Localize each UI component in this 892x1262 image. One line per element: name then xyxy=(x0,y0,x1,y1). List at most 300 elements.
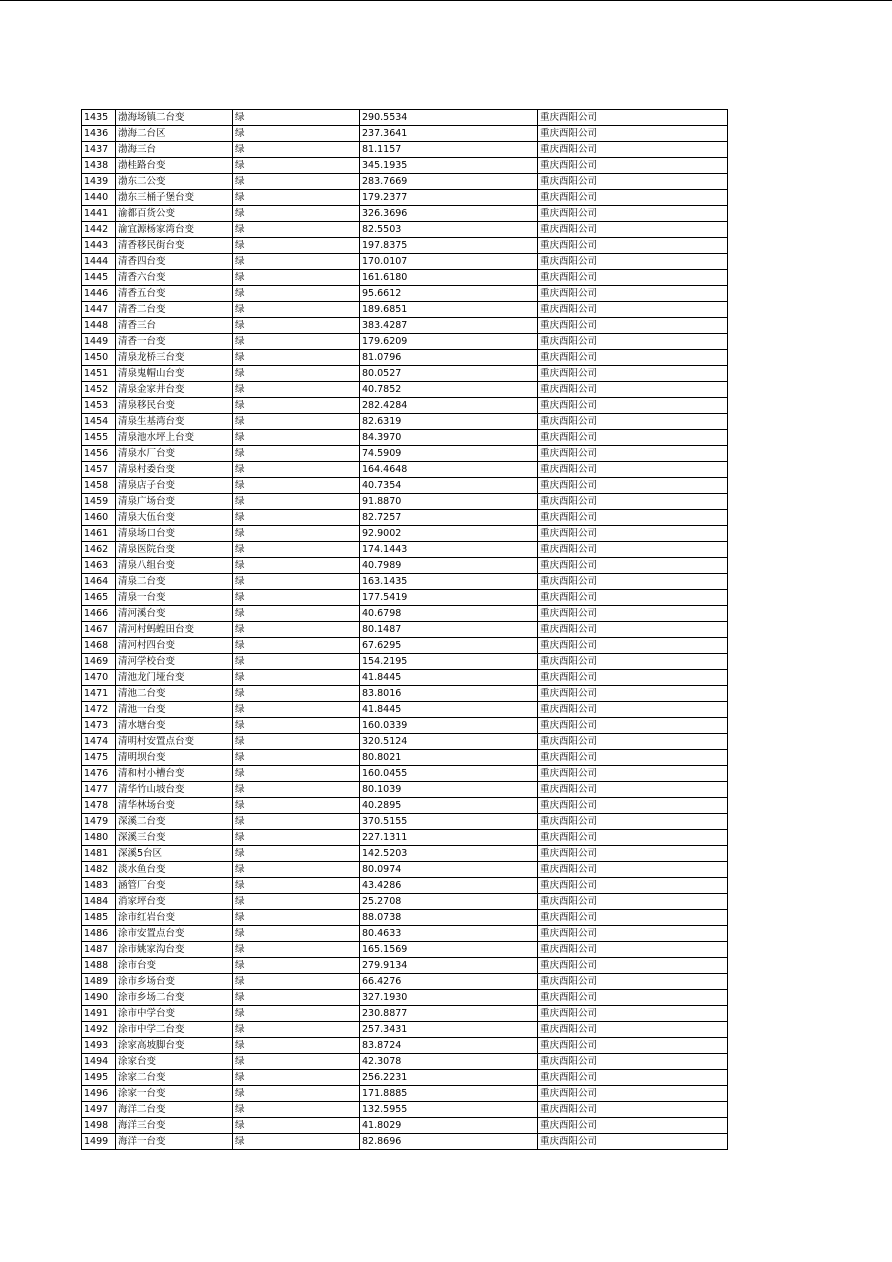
table-row xyxy=(82,1006,728,1022)
row-name-cell: 涂市中学台变 xyxy=(116,1006,233,1022)
row-color-cell: 绿 xyxy=(233,206,360,222)
row-name-cell: 清泉池水坪上台变 xyxy=(116,430,233,446)
row-id-cell: 1482 xyxy=(82,862,116,878)
row-value-cell: 80.4633 xyxy=(360,926,538,942)
table-row xyxy=(82,910,728,926)
row-value-cell: 170.0107 xyxy=(360,254,538,270)
table-row xyxy=(82,574,728,590)
table-row xyxy=(82,462,728,478)
row-value-cell: 42.3078 xyxy=(360,1054,538,1070)
row-color-cell: 绿 xyxy=(233,350,360,366)
row-id-cell: 1462 xyxy=(82,542,116,558)
row-value-cell: 230.8877 xyxy=(360,1006,538,1022)
row-color-cell: 绿 xyxy=(233,782,360,798)
table-row xyxy=(82,750,728,766)
row-value-cell: 257.3431 xyxy=(360,1022,538,1038)
table-row xyxy=(82,766,728,782)
row-name-cell: 清泉大伍台变 xyxy=(116,510,233,526)
row-color-cell: 绿 xyxy=(233,446,360,462)
row-name-cell: 清华林场台变 xyxy=(116,798,233,814)
row-color-cell: 绿 xyxy=(233,734,360,750)
row-company-cell: 重庆酉阳公司 xyxy=(538,174,728,190)
table-row xyxy=(82,318,728,334)
row-value-cell: 256.2231 xyxy=(360,1070,538,1086)
row-name-cell: 渝都百货公变 xyxy=(116,206,233,222)
row-value-cell: 161.6180 xyxy=(360,270,538,286)
row-color-cell: 绿 xyxy=(233,942,360,958)
row-value-cell: 142.5203 xyxy=(360,846,538,862)
row-id-cell: 1481 xyxy=(82,846,116,862)
row-company-cell: 重庆酉阳公司 xyxy=(538,1118,728,1134)
row-id-cell: 1479 xyxy=(82,814,116,830)
row-id-cell: 1439 xyxy=(82,174,116,190)
row-name-cell: 清水塘台变 xyxy=(116,718,233,734)
row-color-cell: 绿 xyxy=(233,254,360,270)
row-id-cell: 1458 xyxy=(82,478,116,494)
row-value-cell: 25.2708 xyxy=(360,894,538,910)
row-id-cell: 1467 xyxy=(82,622,116,638)
row-id-cell: 1438 xyxy=(82,158,116,174)
row-id-cell: 1468 xyxy=(82,638,116,654)
row-company-cell: 重庆酉阳公司 xyxy=(538,446,728,462)
row-color-cell: 绿 xyxy=(233,702,360,718)
row-value-cell: 81.0796 xyxy=(360,350,538,366)
row-company-cell: 重庆酉阳公司 xyxy=(538,686,728,702)
row-company-cell: 重庆酉阳公司 xyxy=(538,142,728,158)
row-color-cell: 绿 xyxy=(233,798,360,814)
row-name-cell: 清和村小槽台变 xyxy=(116,766,233,782)
row-name-cell: 渤海场镇二台变 xyxy=(116,110,233,126)
row-value-cell: 326.3696 xyxy=(360,206,538,222)
row-id-cell: 1441 xyxy=(82,206,116,222)
row-company-cell: 重庆酉阳公司 xyxy=(538,702,728,718)
row-id-cell: 1450 xyxy=(82,350,116,366)
row-id-cell: 1480 xyxy=(82,830,116,846)
row-company-cell: 重庆酉阳公司 xyxy=(538,1102,728,1118)
row-name-cell: 清泉广场台变 xyxy=(116,494,233,510)
row-value-cell: 74.5909 xyxy=(360,446,538,462)
row-company-cell: 重庆酉阳公司 xyxy=(538,350,728,366)
table-row xyxy=(82,1134,728,1150)
row-id-cell: 1453 xyxy=(82,398,116,414)
row-id-cell: 1499 xyxy=(82,1134,116,1150)
row-name-cell: 清泉金家井台变 xyxy=(116,382,233,398)
row-color-cell: 绿 xyxy=(233,238,360,254)
row-name-cell: 涂家一台变 xyxy=(116,1086,233,1102)
row-id-cell: 1440 xyxy=(82,190,116,206)
table-row xyxy=(82,1086,728,1102)
row-company-cell: 重庆酉阳公司 xyxy=(538,190,728,206)
table-row xyxy=(82,446,728,462)
table-row xyxy=(82,862,728,878)
row-id-cell: 1456 xyxy=(82,446,116,462)
table-row xyxy=(82,830,728,846)
row-company-cell: 重庆酉阳公司 xyxy=(538,846,728,862)
row-company-cell: 重庆酉阳公司 xyxy=(538,622,728,638)
table-row xyxy=(82,670,728,686)
row-id-cell: 1437 xyxy=(82,142,116,158)
row-value-cell: 282.4284 xyxy=(360,398,538,414)
row-id-cell: 1443 xyxy=(82,238,116,254)
row-name-cell: 涂市红岩台变 xyxy=(116,910,233,926)
row-value-cell: 82.5503 xyxy=(360,222,538,238)
table-row xyxy=(82,350,728,366)
page-top-border xyxy=(0,0,892,1)
data-table xyxy=(81,109,728,1150)
row-color-cell: 绿 xyxy=(233,654,360,670)
row-name-cell: 深溪三台变 xyxy=(116,830,233,846)
table-row xyxy=(82,958,728,974)
row-id-cell: 1487 xyxy=(82,942,116,958)
row-value-cell: 179.2377 xyxy=(360,190,538,206)
row-color-cell: 绿 xyxy=(233,430,360,446)
row-color-cell: 绿 xyxy=(233,126,360,142)
row-value-cell: 154.2195 xyxy=(360,654,538,670)
row-id-cell: 1446 xyxy=(82,286,116,302)
table-row xyxy=(82,1022,728,1038)
row-value-cell: 283.7669 xyxy=(360,174,538,190)
table-row xyxy=(82,622,728,638)
row-id-cell: 1496 xyxy=(82,1086,116,1102)
row-color-cell: 绿 xyxy=(233,622,360,638)
table-row xyxy=(82,878,728,894)
row-company-cell: 重庆酉阳公司 xyxy=(538,478,728,494)
row-color-cell: 绿 xyxy=(233,606,360,622)
row-color-cell: 绿 xyxy=(233,158,360,174)
row-company-cell: 重庆酉阳公司 xyxy=(538,302,728,318)
row-value-cell: 43.4286 xyxy=(360,878,538,894)
row-company-cell: 重庆酉阳公司 xyxy=(538,670,728,686)
table-row xyxy=(82,526,728,542)
row-id-cell: 1493 xyxy=(82,1038,116,1054)
row-company-cell: 重庆酉阳公司 xyxy=(538,382,728,398)
row-value-cell: 171.8885 xyxy=(360,1086,538,1102)
row-id-cell: 1442 xyxy=(82,222,116,238)
row-id-cell: 1491 xyxy=(82,1006,116,1022)
row-name-cell: 渤东二公变 xyxy=(116,174,233,190)
row-name-cell: 海洋三台变 xyxy=(116,1118,233,1134)
row-company-cell: 重庆酉阳公司 xyxy=(538,158,728,174)
row-id-cell: 1474 xyxy=(82,734,116,750)
row-color-cell: 绿 xyxy=(233,174,360,190)
row-value-cell: 177.5419 xyxy=(360,590,538,606)
row-company-cell: 重庆酉阳公司 xyxy=(538,1070,728,1086)
row-name-cell: 清泉场口台变 xyxy=(116,526,233,542)
row-name-cell: 清泉二台变 xyxy=(116,574,233,590)
row-value-cell: 80.0974 xyxy=(360,862,538,878)
row-value-cell: 80.1487 xyxy=(360,622,538,638)
row-color-cell: 绿 xyxy=(233,718,360,734)
row-company-cell: 重庆酉阳公司 xyxy=(538,1038,728,1054)
row-company-cell: 重庆酉阳公司 xyxy=(538,926,728,942)
table-row xyxy=(82,158,728,174)
row-name-cell: 清香六台变 xyxy=(116,270,233,286)
row-company-cell: 重庆酉阳公司 xyxy=(538,862,728,878)
row-id-cell: 1455 xyxy=(82,430,116,446)
row-value-cell: 80.1039 xyxy=(360,782,538,798)
row-name-cell: 海洋二台变 xyxy=(116,1102,233,1118)
table-row xyxy=(82,254,728,270)
row-id-cell: 1463 xyxy=(82,558,116,574)
row-name-cell: 渤海二台区 xyxy=(116,126,233,142)
row-color-cell: 绿 xyxy=(233,270,360,286)
row-name-cell: 清香二台变 xyxy=(116,302,233,318)
row-name-cell: 涵管厂台变 xyxy=(116,878,233,894)
row-color-cell: 绿 xyxy=(233,670,360,686)
row-company-cell: 重庆酉阳公司 xyxy=(538,270,728,286)
row-color-cell: 绿 xyxy=(233,958,360,974)
row-name-cell: 清泉生基湾台变 xyxy=(116,414,233,430)
row-value-cell: 163.1435 xyxy=(360,574,538,590)
row-color-cell: 绿 xyxy=(233,574,360,590)
row-name-cell: 涂家台变 xyxy=(116,1054,233,1070)
row-color-cell: 绿 xyxy=(233,1038,360,1054)
row-id-cell: 1494 xyxy=(82,1054,116,1070)
table-row xyxy=(82,1038,728,1054)
row-value-cell: 91.8870 xyxy=(360,494,538,510)
row-value-cell: 345.1935 xyxy=(360,158,538,174)
row-value-cell: 179.6209 xyxy=(360,334,538,350)
row-name-cell: 清泉水厂台变 xyxy=(116,446,233,462)
table-row xyxy=(82,686,728,702)
row-color-cell: 绿 xyxy=(233,878,360,894)
row-id-cell: 1472 xyxy=(82,702,116,718)
row-value-cell: 80.0527 xyxy=(360,366,538,382)
table-row xyxy=(82,606,728,622)
row-id-cell: 1473 xyxy=(82,718,116,734)
row-id-cell: 1469 xyxy=(82,654,116,670)
row-color-cell: 绿 xyxy=(233,1054,360,1070)
row-name-cell: 涂家二台变 xyxy=(116,1070,233,1086)
row-color-cell: 绿 xyxy=(233,926,360,942)
row-id-cell: 1497 xyxy=(82,1102,116,1118)
row-color-cell: 绿 xyxy=(233,510,360,526)
row-value-cell: 40.7852 xyxy=(360,382,538,398)
row-id-cell: 1486 xyxy=(82,926,116,942)
row-value-cell: 320.5124 xyxy=(360,734,538,750)
row-company-cell: 重庆酉阳公司 xyxy=(538,574,728,590)
row-company-cell: 重庆酉阳公司 xyxy=(538,462,728,478)
row-company-cell: 重庆酉阳公司 xyxy=(538,430,728,446)
row-company-cell: 重庆酉阳公司 xyxy=(538,734,728,750)
row-name-cell: 海洋一台变 xyxy=(116,1134,233,1150)
row-color-cell: 绿 xyxy=(233,990,360,1006)
row-color-cell: 绿 xyxy=(233,318,360,334)
row-name-cell: 清泉店子台变 xyxy=(116,478,233,494)
table-row xyxy=(82,110,728,126)
row-company-cell: 重庆酉阳公司 xyxy=(538,814,728,830)
row-color-cell: 绿 xyxy=(233,286,360,302)
row-value-cell: 66.4276 xyxy=(360,974,538,990)
table-row xyxy=(82,814,728,830)
row-company-cell: 重庆酉阳公司 xyxy=(538,542,728,558)
row-color-cell: 绿 xyxy=(233,190,360,206)
row-value-cell: 80.8021 xyxy=(360,750,538,766)
row-value-cell: 174.1443 xyxy=(360,542,538,558)
row-value-cell: 383.4287 xyxy=(360,318,538,334)
table-row xyxy=(82,494,728,510)
row-id-cell: 1452 xyxy=(82,382,116,398)
row-value-cell: 88.0738 xyxy=(360,910,538,926)
table-row xyxy=(82,894,728,910)
table-row xyxy=(82,398,728,414)
row-color-cell: 绿 xyxy=(233,302,360,318)
row-id-cell: 1477 xyxy=(82,782,116,798)
row-color-cell: 绿 xyxy=(233,1118,360,1134)
table-row xyxy=(82,270,728,286)
row-company-cell: 重庆酉阳公司 xyxy=(538,910,728,926)
row-value-cell: 40.7354 xyxy=(360,478,538,494)
row-name-cell: 涂市姚家沟台变 xyxy=(116,942,233,958)
row-company-cell: 重庆酉阳公司 xyxy=(538,222,728,238)
row-color-cell: 绿 xyxy=(233,1006,360,1022)
row-company-cell: 重庆酉阳公司 xyxy=(538,958,728,974)
row-company-cell: 重庆酉阳公司 xyxy=(538,238,728,254)
row-value-cell: 82.8696 xyxy=(360,1134,538,1150)
row-company-cell: 重庆酉阳公司 xyxy=(538,1086,728,1102)
row-color-cell: 绿 xyxy=(233,142,360,158)
row-company-cell: 重庆酉阳公司 xyxy=(538,942,728,958)
row-value-cell: 83.8724 xyxy=(360,1038,538,1054)
row-name-cell: 涂市安置点台变 xyxy=(116,926,233,942)
row-company-cell: 重庆酉阳公司 xyxy=(538,1022,728,1038)
row-name-cell: 清香一台变 xyxy=(116,334,233,350)
row-name-cell: 深溪5台区 xyxy=(116,846,233,862)
row-name-cell: 消家坪台变 xyxy=(116,894,233,910)
row-value-cell: 160.0339 xyxy=(360,718,538,734)
row-id-cell: 1447 xyxy=(82,302,116,318)
row-name-cell: 清香四台变 xyxy=(116,254,233,270)
row-id-cell: 1483 xyxy=(82,878,116,894)
row-color-cell: 绿 xyxy=(233,222,360,238)
row-color-cell: 绿 xyxy=(233,414,360,430)
row-color-cell: 绿 xyxy=(233,1086,360,1102)
table-row xyxy=(82,302,728,318)
row-color-cell: 绿 xyxy=(233,494,360,510)
row-color-cell: 绿 xyxy=(233,974,360,990)
row-color-cell: 绿 xyxy=(233,1134,360,1150)
row-id-cell: 1489 xyxy=(82,974,116,990)
row-name-cell: 涂市中学二台变 xyxy=(116,1022,233,1038)
table-row xyxy=(82,430,728,446)
table-row xyxy=(82,510,728,526)
row-id-cell: 1454 xyxy=(82,414,116,430)
row-value-cell: 67.6295 xyxy=(360,638,538,654)
table-row xyxy=(82,1070,728,1086)
row-value-cell: 95.6612 xyxy=(360,286,538,302)
row-value-cell: 41.8445 xyxy=(360,702,538,718)
row-company-cell: 重庆酉阳公司 xyxy=(538,990,728,1006)
row-company-cell: 重庆酉阳公司 xyxy=(538,830,728,846)
row-value-cell: 92.9002 xyxy=(360,526,538,542)
table-row xyxy=(82,1102,728,1118)
row-value-cell: 189.6851 xyxy=(360,302,538,318)
row-company-cell: 重庆酉阳公司 xyxy=(538,414,728,430)
row-name-cell: 渤东三桶子堡台变 xyxy=(116,190,233,206)
table-row xyxy=(82,126,728,142)
row-company-cell: 重庆酉阳公司 xyxy=(538,558,728,574)
row-value-cell: 40.6798 xyxy=(360,606,538,622)
row-name-cell: 清华竹山坡台变 xyxy=(116,782,233,798)
row-color-cell: 绿 xyxy=(233,638,360,654)
row-name-cell: 涂市台变 xyxy=(116,958,233,974)
row-name-cell: 清河村四台变 xyxy=(116,638,233,654)
row-value-cell: 227.1311 xyxy=(360,830,538,846)
row-id-cell: 1492 xyxy=(82,1022,116,1038)
row-company-cell: 重庆酉阳公司 xyxy=(538,878,728,894)
table-row xyxy=(82,990,728,1006)
row-id-cell: 1490 xyxy=(82,990,116,1006)
row-name-cell: 淡水鱼台变 xyxy=(116,862,233,878)
row-color-cell: 绿 xyxy=(233,894,360,910)
row-value-cell: 41.8029 xyxy=(360,1118,538,1134)
row-company-cell: 重庆酉阳公司 xyxy=(538,494,728,510)
row-name-cell: 清池龙门垭台变 xyxy=(116,670,233,686)
row-id-cell: 1485 xyxy=(82,910,116,926)
table-row xyxy=(82,798,728,814)
row-name-cell: 渤海三台 xyxy=(116,142,233,158)
row-company-cell: 重庆酉阳公司 xyxy=(538,750,728,766)
row-company-cell: 重庆酉阳公司 xyxy=(538,206,728,222)
table-row xyxy=(82,382,728,398)
table-body xyxy=(82,110,728,1150)
row-name-cell: 清明坝台变 xyxy=(116,750,233,766)
row-value-cell: 197.8375 xyxy=(360,238,538,254)
row-color-cell: 绿 xyxy=(233,846,360,862)
row-name-cell: 渝宜源杨家湾台变 xyxy=(116,222,233,238)
row-value-cell: 327.1930 xyxy=(360,990,538,1006)
row-id-cell: 1478 xyxy=(82,798,116,814)
row-value-cell: 160.0455 xyxy=(360,766,538,782)
row-id-cell: 1444 xyxy=(82,254,116,270)
table-row xyxy=(82,334,728,350)
row-value-cell: 164.4648 xyxy=(360,462,538,478)
row-color-cell: 绿 xyxy=(233,382,360,398)
row-name-cell: 清泉一台变 xyxy=(116,590,233,606)
row-company-cell: 重庆酉阳公司 xyxy=(538,798,728,814)
row-name-cell: 渤桂路台变 xyxy=(116,158,233,174)
row-color-cell: 绿 xyxy=(233,526,360,542)
row-company-cell: 重庆酉阳公司 xyxy=(538,1054,728,1070)
table-row xyxy=(82,654,728,670)
row-company-cell: 重庆酉阳公司 xyxy=(538,1006,728,1022)
row-value-cell: 165.1569 xyxy=(360,942,538,958)
row-name-cell: 清香三台 xyxy=(116,318,233,334)
table-row xyxy=(82,846,728,862)
row-value-cell: 81.1157 xyxy=(360,142,538,158)
table-row xyxy=(82,286,728,302)
table-row xyxy=(82,142,728,158)
row-id-cell: 1470 xyxy=(82,670,116,686)
row-company-cell: 重庆酉阳公司 xyxy=(538,366,728,382)
row-name-cell: 清泉村委台变 xyxy=(116,462,233,478)
row-value-cell: 82.7257 xyxy=(360,510,538,526)
row-id-cell: 1465 xyxy=(82,590,116,606)
row-id-cell: 1475 xyxy=(82,750,116,766)
table-row xyxy=(82,974,728,990)
row-name-cell: 清河溪台变 xyxy=(116,606,233,622)
row-company-cell: 重庆酉阳公司 xyxy=(538,526,728,542)
row-id-cell: 1436 xyxy=(82,126,116,142)
row-color-cell: 绿 xyxy=(233,862,360,878)
row-color-cell: 绿 xyxy=(233,542,360,558)
row-color-cell: 绿 xyxy=(233,590,360,606)
row-id-cell: 1460 xyxy=(82,510,116,526)
table-row xyxy=(82,542,728,558)
row-id-cell: 1464 xyxy=(82,574,116,590)
row-color-cell: 绿 xyxy=(233,366,360,382)
row-value-cell: 41.8445 xyxy=(360,670,538,686)
